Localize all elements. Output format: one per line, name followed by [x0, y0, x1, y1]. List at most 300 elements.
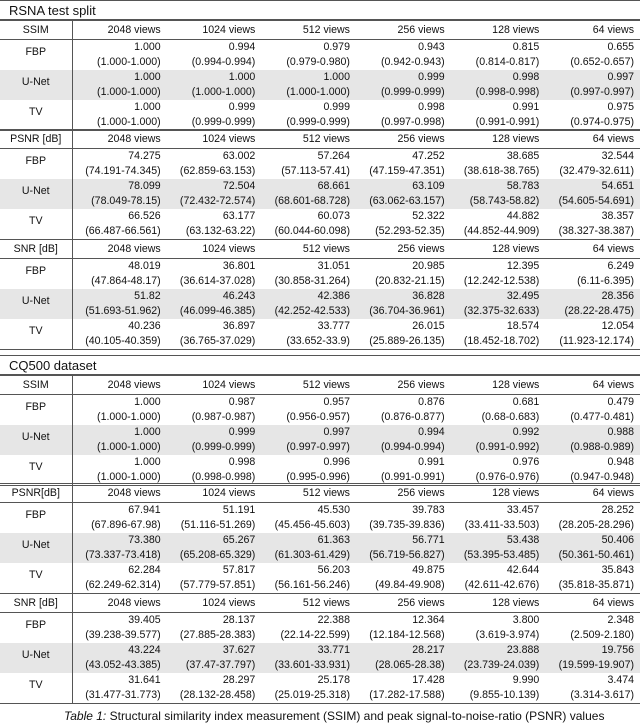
method-label: U-Net: [0, 425, 72, 455]
metric-value: 68.661: [261, 179, 356, 194]
confidence-interval: (0.999-0.999): [356, 85, 451, 100]
views-header: 512 views: [261, 594, 356, 613]
metric-table: [0, 129, 640, 240]
confidence-interval: (36.765-37.029): [167, 334, 262, 350]
confidence-interval: (6.11-6.395): [577, 275, 634, 287]
metric-value: 31.641: [128, 674, 161, 686]
table-row: [0, 533, 640, 548]
metric-value: 33.457: [506, 504, 540, 516]
metric-value: 6.249: [607, 260, 634, 272]
confidence-interval: (27.885-28.383): [179, 629, 256, 641]
confidence-interval: (39.238-39.577): [85, 629, 161, 641]
table-row: [0, 289, 640, 304]
confidence-interval: (11.923-12.174): [545, 334, 640, 350]
table-row: [0, 425, 640, 440]
metric-value: 0.999: [228, 101, 256, 113]
table-row: [0, 179, 640, 194]
metric-value: 0.996: [323, 456, 350, 468]
metric-value: 23.888: [451, 643, 546, 658]
confidence-interval: (28.065-28.38): [356, 658, 451, 673]
metric-table: [0, 483, 640, 594]
confidence-interval: (23.739-24.039): [451, 658, 546, 673]
table-caption: [64, 708, 640, 724]
table-row: [0, 149, 640, 165]
confidence-interval: (0.979-0.980): [286, 56, 350, 68]
metric-label: SNR [dB]: [0, 594, 72, 613]
confidence-interval: (67.896-67.98): [91, 519, 161, 531]
confidence-interval: (0.997-0.997): [545, 85, 640, 100]
method-label: FBP: [0, 259, 72, 290]
metric-value: 0.999: [167, 425, 262, 440]
confidence-interval: (0.974-0.975): [545, 115, 640, 131]
views-header: 128 views: [451, 240, 546, 259]
metric-value: 56.203: [317, 564, 350, 576]
confidence-interval: (25.019-25.318): [261, 688, 356, 704]
metric-value: 36.801: [222, 260, 256, 272]
views-header: 2048 views: [72, 594, 167, 613]
confidence-interval: (1.000-1.000): [261, 85, 356, 100]
confidence-interval: (28.22-28.475): [545, 304, 640, 319]
metric-value: 44.882: [506, 210, 540, 222]
metric-value: 63.002: [222, 150, 256, 162]
metric-value: 74.275: [128, 150, 161, 162]
method-label: TV: [0, 673, 72, 704]
confidence-interval: (0.477-0.481): [570, 411, 634, 423]
metric-value: 35.843: [601, 564, 634, 576]
metric-value: 45.530: [317, 504, 350, 516]
metric-value: 53.438: [451, 533, 546, 548]
confidence-interval: (19.599-19.907): [545, 658, 640, 673]
views-header: 2048 views: [72, 240, 167, 259]
metric-value: 0.655: [607, 41, 634, 53]
table-row: [0, 455, 640, 470]
views-header: 256 views: [356, 240, 451, 259]
metric-value: 54.651: [545, 179, 640, 194]
metric-value: 0.997: [261, 425, 356, 440]
confidence-interval: (33.411-33.503): [464, 519, 540, 531]
metric-value: 51.82: [72, 289, 167, 304]
metric-value: 50.406: [545, 533, 640, 548]
confidence-interval: (44.852-44.909): [451, 224, 546, 240]
confidence-interval: (18.452-18.702): [451, 334, 546, 350]
metric-value: 48.019: [128, 260, 161, 272]
views-header: 256 views: [356, 130, 451, 149]
confidence-interval: (78.049-78.15): [72, 194, 167, 209]
table-row-ci: [0, 548, 640, 563]
metric-value: 12.364: [412, 614, 445, 626]
views-header: 64 views: [545, 376, 640, 395]
metric-value: 39.783: [412, 504, 445, 516]
table-row: [0, 259, 640, 275]
confidence-interval: (46.099-46.385): [167, 304, 262, 319]
metric-value: 37.627: [167, 643, 262, 658]
metric-value: 3.474: [607, 674, 634, 686]
confidence-interval: (0.997-0.997): [261, 440, 356, 455]
table-row-ci: [0, 194, 640, 209]
metric-value: 0.998: [418, 101, 445, 113]
metric-value: 38.685: [506, 150, 540, 162]
table-header-row: [0, 484, 640, 503]
metric-value: 58.783: [451, 179, 546, 194]
metric-value: 0.976: [512, 456, 540, 468]
metric-label: SSIM: [0, 376, 72, 395]
confidence-interval: (9.855-10.139): [451, 688, 546, 704]
views-header: 64 views: [545, 130, 640, 149]
metric-value: 0.479: [607, 396, 634, 408]
method-label: FBP: [0, 503, 72, 534]
confidence-interval: (0.991-0.992): [451, 440, 546, 455]
table-header-row: [0, 130, 640, 149]
confidence-interval: (0.947-0.948): [545, 470, 640, 486]
confidence-interval: (0.988-0.989): [545, 440, 640, 455]
method-label: FBP: [0, 149, 72, 180]
confidence-interval: (63.062-63.157): [356, 194, 451, 209]
confidence-interval: (54.605-54.691): [545, 194, 640, 209]
metric-value: 12.054: [601, 320, 634, 332]
confidence-interval: (28.205-28.296): [558, 519, 634, 531]
table-row: [0, 40, 640, 56]
confidence-interval: (58.743-58.82): [451, 194, 546, 209]
method-label: FBP: [0, 40, 72, 71]
metric-value: 32.495: [451, 289, 546, 304]
table-row: [0, 673, 640, 688]
table-row-ci: [0, 164, 640, 179]
metric-value: 28.217: [356, 643, 451, 658]
confidence-interval: (0.999-0.999): [167, 115, 262, 131]
method-label: TV: [0, 563, 72, 594]
table-row-ci: [0, 55, 640, 70]
metric-value: 1.000: [167, 70, 262, 85]
metric-table: [0, 593, 640, 704]
confidence-interval: (1.000-1.000): [72, 115, 167, 131]
confidence-interval: (56.161-56.246): [261, 578, 356, 594]
table-row: [0, 563, 640, 578]
confidence-interval: (66.487-66.561): [72, 224, 167, 240]
table-row-ci: [0, 224, 640, 240]
confidence-interval: (39.735-39.836): [369, 519, 445, 531]
confidence-interval: (65.208-65.329): [167, 548, 262, 563]
confidence-interval: (0.68-0.683): [481, 411, 540, 423]
metric-value: 12.395: [506, 260, 540, 272]
table-row: [0, 395, 640, 411]
views-header: 1024 views: [167, 21, 262, 40]
views-header: 1024 views: [167, 484, 262, 503]
metric-value: 0.988: [545, 425, 640, 440]
metric-value: 61.363: [261, 533, 356, 548]
confidence-interval: (40.105-40.359): [72, 334, 167, 350]
confidence-interval: (35.818-35.871): [545, 578, 640, 594]
table-row: [0, 643, 640, 658]
confidence-interval: (28.132-28.458): [167, 688, 262, 704]
confidence-interval: (0.991-0.991): [356, 470, 451, 486]
confidence-interval: (1.000-1.000): [167, 85, 262, 100]
metric-value: 28.252: [601, 504, 634, 516]
confidence-interval: (42.611-42.676): [451, 578, 546, 594]
metric-value: 0.979: [323, 41, 350, 53]
metric-table: [0, 375, 640, 486]
metric-value: 47.252: [412, 150, 445, 162]
metric-value: 19.756: [545, 643, 640, 658]
method-label: U-Net: [0, 70, 72, 100]
metric-value: 1.000: [134, 456, 161, 468]
views-header: 2048 views: [72, 130, 167, 149]
metric-value: 0.991: [418, 456, 445, 468]
metric-value: 2.348: [607, 614, 634, 626]
table-row-ci: [0, 334, 640, 350]
views-header: 2048 views: [72, 21, 167, 40]
metric-label: SSIM: [0, 21, 72, 40]
confidence-interval: (0.998-0.998): [451, 85, 546, 100]
metric-value: 9.990: [512, 674, 540, 686]
table-row-ci: [0, 410, 640, 425]
metric-value: 1.000: [72, 70, 167, 85]
views-header: 256 views: [356, 484, 451, 503]
views-header: 256 views: [356, 21, 451, 40]
views-header: 128 views: [451, 484, 546, 503]
metric-value: 42.644: [506, 564, 540, 576]
confidence-interval: (74.191-74.345): [85, 165, 161, 177]
metric-value: 0.991: [512, 101, 540, 113]
views-header: 128 views: [451, 594, 546, 613]
metric-value: 0.943: [418, 41, 445, 53]
metric-value: 65.267: [167, 533, 262, 548]
confidence-interval: (17.282-17.588): [356, 688, 451, 704]
method-label: U-Net: [0, 643, 72, 673]
views-header: 256 views: [356, 376, 451, 395]
metric-value: 42.386: [261, 289, 356, 304]
views-header: 2048 views: [72, 376, 167, 395]
metric-value: 25.178: [317, 674, 350, 686]
confidence-interval: (60.044-60.098): [261, 224, 356, 240]
confidence-interval: (38.327-38.387): [545, 224, 640, 240]
metric-value: 36.828: [356, 289, 451, 304]
section-title: CQ500 dataset: [0, 355, 640, 375]
confidence-interval: (25.889-26.135): [356, 334, 451, 350]
confidence-interval: (52.293-52.35): [356, 224, 451, 240]
confidence-interval: (0.814-0.817): [475, 56, 540, 68]
confidence-interval: (0.991-0.991): [451, 115, 546, 131]
confidence-interval: (0.995-0.996): [261, 470, 356, 486]
metric-value: 60.073: [317, 210, 350, 222]
confidence-interval: (3.619-3.974): [475, 629, 540, 641]
views-header: 128 views: [451, 376, 546, 395]
metric-value: 46.243: [167, 289, 262, 304]
table-header-row: [0, 376, 640, 395]
metric-label: SNR [dB]: [0, 240, 72, 259]
table-header-row: [0, 21, 640, 40]
confidence-interval: (32.479-32.611): [559, 165, 634, 177]
confidence-interval: (3.314-3.617): [545, 688, 640, 704]
metric-value: 73.380: [72, 533, 167, 548]
metric-value: 17.428: [412, 674, 445, 686]
confidence-interval: (61.303-61.429): [261, 548, 356, 563]
views-header: 1024 views: [167, 376, 262, 395]
confidence-interval: (36.614-37.028): [179, 275, 256, 287]
metric-value: 0.975: [607, 101, 634, 113]
confidence-interval: (0.987-0.987): [191, 411, 256, 423]
metric-value: 0.994: [228, 41, 256, 53]
confidence-interval: (22.14-22.599): [280, 629, 350, 641]
method-label: TV: [0, 100, 72, 131]
metric-value: 63.109: [356, 179, 451, 194]
table-row-ci: [0, 658, 640, 673]
metric-value: 28.356: [545, 289, 640, 304]
metric-value: 0.994: [356, 425, 451, 440]
views-header: 512 views: [261, 376, 356, 395]
confidence-interval: (1.000-1.000): [72, 85, 167, 100]
metric-value: 26.015: [412, 320, 445, 332]
views-header: 2048 views: [72, 484, 167, 503]
confidence-interval: (0.876-0.877): [381, 411, 445, 423]
confidence-interval: (0.942-0.943): [381, 56, 445, 68]
method-label: U-Net: [0, 533, 72, 563]
confidence-interval: (0.999-0.999): [261, 115, 356, 131]
metric-label: PSNR[dB]: [0, 484, 72, 503]
views-header: 512 views: [261, 130, 356, 149]
views-header: 64 views: [545, 484, 640, 503]
table-row-ci: [0, 628, 640, 643]
metric-value: 1.000: [134, 396, 161, 408]
confidence-interval: (0.956-0.957): [286, 411, 350, 423]
metric-value: 33.777: [317, 320, 350, 332]
confidence-interval: (36.704-36.961): [356, 304, 451, 319]
metric-value: 38.357: [601, 210, 634, 222]
confidence-interval: (33.601-33.931): [261, 658, 356, 673]
confidence-interval: (62.859-63.153): [179, 165, 256, 177]
metric-value: 28.137: [222, 614, 256, 626]
confidence-interval: (12.184-12.568): [369, 629, 445, 641]
caption-text: Structural similarity index measurement (SSIM) and peak signal-to-noise-ratio (PSNR) values: [106, 709, 605, 723]
metric-value: 0.998: [451, 70, 546, 85]
confidence-interval: (31.477-31.773): [72, 688, 167, 704]
metric-value: 0.997: [545, 70, 640, 85]
confidence-interval: (30.858-31.264): [274, 275, 350, 287]
confidence-interval: (73.337-73.418): [72, 548, 167, 563]
table-row: [0, 209, 640, 224]
metric-value: 0.999: [323, 101, 350, 113]
views-header: 512 views: [261, 21, 356, 40]
metric-value: 33.771: [261, 643, 356, 658]
views-header: 512 views: [261, 484, 356, 503]
metric-value: 72.504: [167, 179, 262, 194]
table-row: [0, 503, 640, 519]
views-header: 1024 views: [167, 240, 262, 259]
confidence-interval: (20.832-21.15): [375, 275, 445, 287]
confidence-interval: (0.997-0.998): [356, 115, 451, 131]
confidence-interval: (0.994-0.994): [356, 440, 451, 455]
confidence-interval: (1.000-1.000): [97, 56, 161, 68]
metric-value: 57.264: [317, 150, 350, 162]
metric-value: 62.284: [128, 564, 161, 576]
views-header: 1024 views: [167, 130, 262, 149]
confidence-interval: (1.000-1.000): [72, 440, 167, 455]
confidence-interval: (51.693-51.962): [72, 304, 167, 319]
views-header: 64 views: [545, 594, 640, 613]
confidence-interval: (42.252-42.533): [261, 304, 356, 319]
table-row-ci: [0, 304, 640, 319]
metric-value: 36.897: [222, 320, 256, 332]
metric-value: 0.999: [356, 70, 451, 85]
metric-value: 52.322: [412, 210, 445, 222]
table-row-ci: [0, 518, 640, 533]
confidence-interval: (72.432-72.574): [167, 194, 262, 209]
confidence-interval: (33.652-33.9): [261, 334, 356, 350]
metric-value: 67.941: [128, 504, 161, 516]
confidence-interval: (68.601-68.728): [261, 194, 356, 209]
confidence-interval: (1.000-1.000): [97, 411, 161, 423]
views-header: 512 views: [261, 240, 356, 259]
table-row: [0, 319, 640, 334]
method-label: TV: [0, 209, 72, 240]
caption-label: Table 1:: [64, 709, 107, 723]
metric-value: 66.526: [128, 210, 161, 222]
table-row: [0, 100, 640, 115]
section-title: RSNA test split: [0, 0, 640, 20]
confidence-interval: (53.395-53.485): [451, 548, 546, 563]
metric-value: 20.985: [412, 260, 445, 272]
metric-value: 1.000: [72, 425, 167, 440]
metric-value: 56.771: [356, 533, 451, 548]
confidence-interval: (32.375-32.633): [451, 304, 546, 319]
table-row: [0, 70, 640, 85]
confidence-interval: (51.116-51.269): [180, 519, 256, 531]
metric-value: 63.177: [222, 210, 256, 222]
metric-value: 3.800: [512, 614, 540, 626]
method-label: TV: [0, 455, 72, 486]
metric-value: 51.191: [222, 504, 256, 516]
metric-value: 22.388: [317, 614, 350, 626]
table-row-ci: [0, 688, 640, 704]
method-label: FBP: [0, 613, 72, 644]
confidence-interval: (57.779-57.851): [167, 578, 262, 594]
views-header: 64 views: [545, 240, 640, 259]
metric-value: 0.957: [323, 396, 350, 408]
method-label: U-Net: [0, 179, 72, 209]
views-header: 256 views: [356, 594, 451, 613]
table-row: [0, 613, 640, 629]
confidence-interval: (0.652-0.657): [570, 56, 634, 68]
metric-value: 49.875: [412, 564, 445, 576]
metric-label: PSNR [dB]: [0, 130, 72, 149]
confidence-interval: (49.84-49.908): [356, 578, 451, 594]
table-row-ci: [0, 578, 640, 594]
confidence-interval: (0.998-0.998): [167, 470, 262, 486]
confidence-interval: (37.47-37.797): [167, 658, 262, 673]
metric-value: 31.051: [317, 260, 350, 272]
metric-value: 40.236: [128, 320, 161, 332]
metric-table: [0, 20, 640, 131]
views-header: 64 views: [545, 21, 640, 40]
metric-value: 0.876: [418, 396, 445, 408]
table-header-row: [0, 594, 640, 613]
confidence-interval: (0.994-0.994): [191, 56, 256, 68]
confidence-interval: (47.159-47.351): [369, 165, 445, 177]
table-row-ci: [0, 440, 640, 455]
confidence-interval: (38.618-38.765): [463, 165, 540, 177]
metric-value: 0.987: [228, 396, 256, 408]
confidence-interval: (62.249-62.314): [72, 578, 167, 594]
metric-value: 1.000: [134, 41, 161, 53]
confidence-interval: (45.456-45.603): [274, 519, 350, 531]
confidence-interval: (50.361-50.461): [545, 548, 640, 563]
confidence-interval: (57.113-57.41): [281, 165, 350, 177]
metric-value: 0.992: [451, 425, 546, 440]
confidence-interval: (2.509-2.180): [570, 629, 634, 641]
confidence-interval: (47.864-48.17): [91, 275, 161, 287]
metric-value: 39.405: [128, 614, 161, 626]
confidence-interval: (0.976-0.976): [451, 470, 546, 486]
metric-value: 0.681: [512, 396, 540, 408]
